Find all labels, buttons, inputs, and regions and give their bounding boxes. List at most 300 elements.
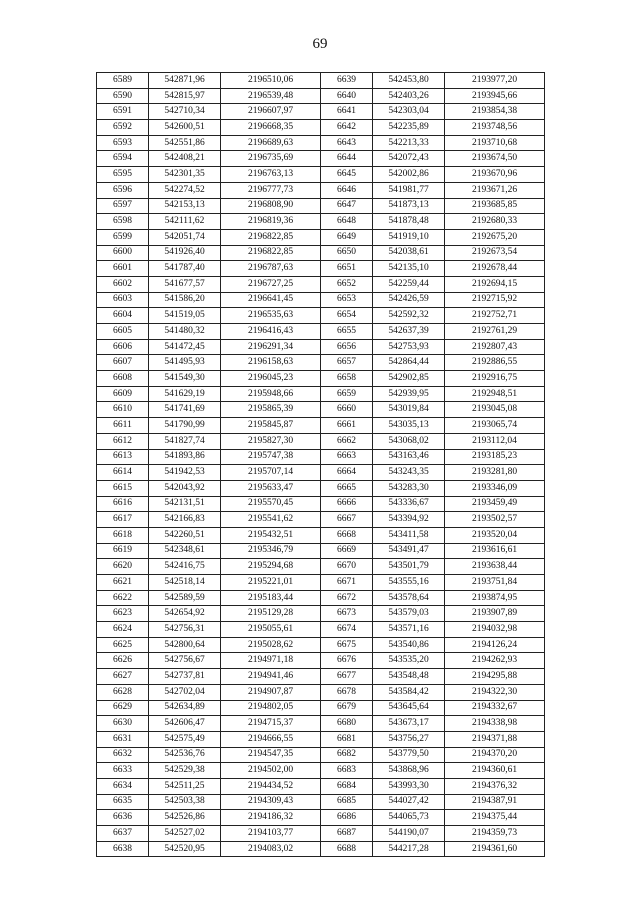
cell-x-left: 542589,59 xyxy=(149,590,221,606)
cell-y-left: 2196291,34 xyxy=(221,339,321,355)
cell-y-left: 2194434,52 xyxy=(221,778,321,794)
table-row xyxy=(97,324,545,340)
cell-y-left: 2194715,37 xyxy=(221,716,321,732)
cell-point-id-left: 6592 xyxy=(97,120,149,136)
cell-x-left: 542511,25 xyxy=(149,778,221,794)
cell-y-right: 2192694,15 xyxy=(445,276,545,292)
cell-point-id-right: 6647 xyxy=(321,198,373,214)
cell-point-id-left: 6609 xyxy=(97,386,149,402)
cell-point-id-left: 6605 xyxy=(97,324,149,340)
cell-y-right: 2193674,50 xyxy=(445,151,545,167)
cell-y-left: 2194309,43 xyxy=(221,794,321,810)
cell-point-id-left: 6628 xyxy=(97,684,149,700)
table-row xyxy=(97,261,545,277)
cell-y-right: 2193685,85 xyxy=(445,198,545,214)
cell-point-id-right: 6676 xyxy=(321,653,373,669)
cell-point-id-left: 6607 xyxy=(97,355,149,371)
table-row xyxy=(97,684,545,700)
cell-y-right: 2194371,88 xyxy=(445,731,545,747)
cell-point-id-right: 6644 xyxy=(321,151,373,167)
cell-x-right: 544190,07 xyxy=(373,826,445,842)
cell-y-right: 2194322,30 xyxy=(445,684,545,700)
cell-point-id-right: 6656 xyxy=(321,339,373,355)
cell-point-id-left: 6602 xyxy=(97,276,149,292)
cell-point-id-left: 6606 xyxy=(97,339,149,355)
cell-point-id-right: 6654 xyxy=(321,308,373,324)
cell-point-id-left: 6635 xyxy=(97,794,149,810)
cell-x-right: 541873,13 xyxy=(373,198,445,214)
cell-y-left: 2195845,87 xyxy=(221,418,321,434)
cell-y-left: 2195028,62 xyxy=(221,637,321,653)
cell-y-right: 2193907,89 xyxy=(445,606,545,622)
table-row xyxy=(97,653,545,669)
cell-x-left: 541942,53 xyxy=(149,465,221,481)
cell-x-right: 542135,10 xyxy=(373,261,445,277)
table-row xyxy=(97,355,545,371)
cell-y-right: 2193977,20 xyxy=(445,73,545,89)
cell-y-left: 2196641,45 xyxy=(221,292,321,308)
cell-x-left: 541495,93 xyxy=(149,355,221,371)
cell-y-left: 2196510,06 xyxy=(221,73,321,89)
cell-x-right: 543584,42 xyxy=(373,684,445,700)
cell-y-right: 2193459,49 xyxy=(445,496,545,512)
cell-y-right: 2192715,92 xyxy=(445,292,545,308)
table-row xyxy=(97,590,545,606)
cell-y-right: 2193065,74 xyxy=(445,418,545,434)
cell-x-left: 542710,34 xyxy=(149,104,221,120)
cell-point-id-left: 6632 xyxy=(97,747,149,763)
cell-point-id-left: 6598 xyxy=(97,214,149,230)
cell-point-id-left: 6623 xyxy=(97,606,149,622)
cell-x-left: 542274,52 xyxy=(149,182,221,198)
cell-y-left: 2196158,63 xyxy=(221,355,321,371)
cell-y-right: 2194295,88 xyxy=(445,669,545,685)
cell-y-left: 2195294,68 xyxy=(221,559,321,575)
cell-y-right: 2194126,24 xyxy=(445,637,545,653)
table-row xyxy=(97,308,545,324)
cell-x-left: 542529,38 xyxy=(149,763,221,779)
cell-y-right: 2192807,43 xyxy=(445,339,545,355)
cell-point-id-right: 6682 xyxy=(321,747,373,763)
cell-y-right: 2193945,66 xyxy=(445,88,545,104)
cell-point-id-left: 6608 xyxy=(97,371,149,387)
cell-point-id-right: 6664 xyxy=(321,465,373,481)
cell-x-right: 543491,47 xyxy=(373,543,445,559)
cell-point-id-right: 6679 xyxy=(321,700,373,716)
cell-x-right: 543501,79 xyxy=(373,559,445,575)
cell-point-id-left: 6625 xyxy=(97,637,149,653)
cell-x-right: 541878,48 xyxy=(373,214,445,230)
cell-y-right: 2194032,98 xyxy=(445,622,545,638)
cell-point-id-left: 6593 xyxy=(97,135,149,151)
cell-y-left: 2195346,79 xyxy=(221,543,321,559)
cell-x-left: 542600,51 xyxy=(149,120,221,136)
cell-point-id-left: 6613 xyxy=(97,449,149,465)
cell-x-left: 542737,81 xyxy=(149,669,221,685)
cell-point-id-left: 6634 xyxy=(97,778,149,794)
cell-point-id-left: 6630 xyxy=(97,716,149,732)
cell-y-right: 2193520,04 xyxy=(445,527,545,543)
cell-point-id-right: 6688 xyxy=(321,841,373,857)
cell-point-id-right: 6639 xyxy=(321,73,373,89)
cell-x-right: 542235,89 xyxy=(373,120,445,136)
table-row xyxy=(97,763,545,779)
cell-x-right: 543411,58 xyxy=(373,527,445,543)
cell-y-left: 2195570,45 xyxy=(221,496,321,512)
cell-y-right: 2193874,95 xyxy=(445,590,545,606)
cell-point-id-left: 6596 xyxy=(97,182,149,198)
cell-x-left: 541519,05 xyxy=(149,308,221,324)
cell-point-id-left: 6629 xyxy=(97,700,149,716)
cell-x-right: 542592,32 xyxy=(373,308,445,324)
cell-point-id-left: 6604 xyxy=(97,308,149,324)
cell-point-id-left: 6633 xyxy=(97,763,149,779)
cell-x-right: 543035,13 xyxy=(373,418,445,434)
cell-point-id-right: 6663 xyxy=(321,449,373,465)
cell-y-right: 2193112,04 xyxy=(445,433,545,449)
coordinates-table xyxy=(96,72,545,857)
cell-x-right: 544027,42 xyxy=(373,794,445,810)
table-row xyxy=(97,543,545,559)
cell-x-right: 543579,03 xyxy=(373,606,445,622)
cell-y-right: 2192761,29 xyxy=(445,324,545,340)
cell-x-right: 543571,16 xyxy=(373,622,445,638)
cell-x-left: 542043,92 xyxy=(149,480,221,496)
cell-x-right: 542453,80 xyxy=(373,73,445,89)
cell-x-left: 542654,92 xyxy=(149,606,221,622)
cell-y-left: 2196777,73 xyxy=(221,182,321,198)
cell-y-right: 2193638,44 xyxy=(445,559,545,575)
cell-point-id-left: 6615 xyxy=(97,480,149,496)
cell-y-right: 2194375,44 xyxy=(445,810,545,826)
cell-point-id-right: 6648 xyxy=(321,214,373,230)
cell-point-id-left: 6631 xyxy=(97,731,149,747)
cell-x-left: 542051,74 xyxy=(149,229,221,245)
table-row xyxy=(97,731,545,747)
cell-x-right: 543756,27 xyxy=(373,731,445,747)
cell-y-left: 2195747,38 xyxy=(221,449,321,465)
cell-y-right: 2194360,61 xyxy=(445,763,545,779)
table-row xyxy=(97,826,545,842)
cell-x-left: 541741,69 xyxy=(149,402,221,418)
cell-y-left: 2196763,13 xyxy=(221,167,321,183)
cell-x-left: 542756,31 xyxy=(149,622,221,638)
cell-point-id-right: 6669 xyxy=(321,543,373,559)
table-row xyxy=(97,559,545,575)
cell-point-id-right: 6667 xyxy=(321,512,373,528)
cell-point-id-right: 6650 xyxy=(321,245,373,261)
cell-x-right: 543673,17 xyxy=(373,716,445,732)
cell-point-id-right: 6657 xyxy=(321,355,373,371)
cell-point-id-right: 6640 xyxy=(321,88,373,104)
cell-point-id-right: 6670 xyxy=(321,559,373,575)
cell-x-right: 543243,35 xyxy=(373,465,445,481)
cell-point-id-right: 6665 xyxy=(321,480,373,496)
table-row xyxy=(97,418,545,434)
cell-y-right: 2193748,56 xyxy=(445,120,545,136)
cell-y-left: 2194547,35 xyxy=(221,747,321,763)
cell-point-id-left: 6594 xyxy=(97,151,149,167)
cell-point-id-left: 6619 xyxy=(97,543,149,559)
cell-x-right: 542939,95 xyxy=(373,386,445,402)
cell-x-left: 541629,19 xyxy=(149,386,221,402)
cell-x-left: 541586,20 xyxy=(149,292,221,308)
cell-y-left: 2194802,05 xyxy=(221,700,321,716)
cell-point-id-right: 6645 xyxy=(321,167,373,183)
cell-point-id-left: 6620 xyxy=(97,559,149,575)
cell-y-left: 2196822,85 xyxy=(221,245,321,261)
cell-y-left: 2195221,01 xyxy=(221,575,321,591)
cell-x-left: 542131,51 xyxy=(149,496,221,512)
cell-x-right: 542038,61 xyxy=(373,245,445,261)
table-row xyxy=(97,747,545,763)
cell-point-id-right: 6646 xyxy=(321,182,373,198)
cell-x-left: 542634,89 xyxy=(149,700,221,716)
cell-x-left: 541790,99 xyxy=(149,418,221,434)
table-row xyxy=(97,810,545,826)
cell-x-right: 543645,64 xyxy=(373,700,445,716)
table-row xyxy=(97,276,545,292)
cell-x-right: 542303,04 xyxy=(373,104,445,120)
table-row xyxy=(97,622,545,638)
cell-x-left: 542800,64 xyxy=(149,637,221,653)
cell-y-left: 2196689,63 xyxy=(221,135,321,151)
cell-y-right: 2193281,80 xyxy=(445,465,545,481)
table-row xyxy=(97,606,545,622)
cell-point-id-left: 6597 xyxy=(97,198,149,214)
cell-point-id-right: 6671 xyxy=(321,575,373,591)
cell-x-right: 542753,93 xyxy=(373,339,445,355)
cell-point-id-right: 6655 xyxy=(321,324,373,340)
cell-point-id-left: 6610 xyxy=(97,402,149,418)
cell-y-left: 2196535,63 xyxy=(221,308,321,324)
cell-x-right: 542072,43 xyxy=(373,151,445,167)
table-row xyxy=(97,135,545,151)
coordinates-table-body xyxy=(97,73,545,857)
cell-x-right: 544065,73 xyxy=(373,810,445,826)
cell-x-left: 542348,61 xyxy=(149,543,221,559)
cell-y-left: 2196668,35 xyxy=(221,120,321,136)
cell-x-right: 542002,86 xyxy=(373,167,445,183)
cell-x-left: 542575,49 xyxy=(149,731,221,747)
cell-x-left: 541480,32 xyxy=(149,324,221,340)
cell-x-left: 541677,57 xyxy=(149,276,221,292)
cell-point-id-left: 6595 xyxy=(97,167,149,183)
cell-point-id-left: 6589 xyxy=(97,73,149,89)
cell-x-left: 542551,86 xyxy=(149,135,221,151)
cell-x-right: 543068,02 xyxy=(373,433,445,449)
cell-x-left: 541472,45 xyxy=(149,339,221,355)
cell-point-id-right: 6652 xyxy=(321,276,373,292)
cell-y-right: 2193670,96 xyxy=(445,167,545,183)
cell-x-left: 542871,96 xyxy=(149,73,221,89)
cell-y-left: 2194186,32 xyxy=(221,810,321,826)
table-row xyxy=(97,120,545,136)
cell-y-left: 2195432,51 xyxy=(221,527,321,543)
cell-x-right: 543548,48 xyxy=(373,669,445,685)
cell-point-id-left: 6638 xyxy=(97,841,149,857)
cell-y-right: 2192752,71 xyxy=(445,308,545,324)
table-row xyxy=(97,465,545,481)
table-row xyxy=(97,151,545,167)
cell-point-id-left: 6590 xyxy=(97,88,149,104)
cell-point-id-left: 6636 xyxy=(97,810,149,826)
cell-point-id-right: 6678 xyxy=(321,684,373,700)
cell-point-id-left: 6591 xyxy=(97,104,149,120)
cell-y-right: 2192675,20 xyxy=(445,229,545,245)
cell-point-id-right: 6642 xyxy=(321,120,373,136)
cell-point-id-left: 6626 xyxy=(97,653,149,669)
cell-x-left: 541926,40 xyxy=(149,245,221,261)
cell-x-right: 541919,10 xyxy=(373,229,445,245)
table-row xyxy=(97,527,545,543)
table-row xyxy=(97,339,545,355)
cell-x-right: 541981,77 xyxy=(373,182,445,198)
cell-y-left: 2194083,02 xyxy=(221,841,321,857)
cell-y-left: 2195948,66 xyxy=(221,386,321,402)
cell-point-id-left: 6621 xyxy=(97,575,149,591)
cell-x-left: 542815,97 xyxy=(149,88,221,104)
table-row xyxy=(97,73,545,89)
cell-x-left: 542606,47 xyxy=(149,716,221,732)
cell-point-id-right: 6672 xyxy=(321,590,373,606)
cell-point-id-right: 6683 xyxy=(321,763,373,779)
cell-y-left: 2196607,97 xyxy=(221,104,321,120)
cell-y-right: 2192680,33 xyxy=(445,214,545,230)
cell-y-left: 2195707,14 xyxy=(221,465,321,481)
cell-point-id-right: 6684 xyxy=(321,778,373,794)
table-row xyxy=(97,637,545,653)
cell-point-id-right: 6686 xyxy=(321,810,373,826)
table-row xyxy=(97,88,545,104)
cell-y-left: 2194971,18 xyxy=(221,653,321,669)
table-row xyxy=(97,182,545,198)
cell-x-left: 542301,35 xyxy=(149,167,221,183)
cell-x-left: 542702,04 xyxy=(149,684,221,700)
cell-y-right: 2193185,23 xyxy=(445,449,545,465)
cell-x-right: 543540,86 xyxy=(373,637,445,653)
cell-point-id-right: 6643 xyxy=(321,135,373,151)
cell-x-right: 543578,64 xyxy=(373,590,445,606)
table-row xyxy=(97,402,545,418)
cell-point-id-right: 6677 xyxy=(321,669,373,685)
cell-x-left: 542416,75 xyxy=(149,559,221,575)
cell-y-left: 2194907,87 xyxy=(221,684,321,700)
table-row xyxy=(97,794,545,810)
cell-point-id-right: 6668 xyxy=(321,527,373,543)
table-row xyxy=(97,512,545,528)
table-row xyxy=(97,104,545,120)
table-row xyxy=(97,778,545,794)
cell-x-right: 543535,20 xyxy=(373,653,445,669)
cell-y-right: 2192948,51 xyxy=(445,386,545,402)
table-row xyxy=(97,245,545,261)
table-row xyxy=(97,669,545,685)
cell-y-left: 2195541,62 xyxy=(221,512,321,528)
table-row xyxy=(97,433,545,449)
cell-point-id-right: 6662 xyxy=(321,433,373,449)
cell-point-id-right: 6659 xyxy=(321,386,373,402)
cell-x-left: 542520,95 xyxy=(149,841,221,857)
cell-x-right: 542213,33 xyxy=(373,135,445,151)
cell-y-right: 2193751,84 xyxy=(445,575,545,591)
cell-x-left: 542536,76 xyxy=(149,747,221,763)
cell-x-right: 542403,26 xyxy=(373,88,445,104)
cell-y-left: 2196819,36 xyxy=(221,214,321,230)
cell-y-right: 2194338,98 xyxy=(445,716,545,732)
cell-point-id-right: 6661 xyxy=(321,418,373,434)
table-row xyxy=(97,841,545,857)
cell-y-left: 2195129,28 xyxy=(221,606,321,622)
cell-x-right: 542902,85 xyxy=(373,371,445,387)
cell-point-id-right: 6680 xyxy=(321,716,373,732)
cell-point-id-left: 6611 xyxy=(97,418,149,434)
cell-x-left: 542756,67 xyxy=(149,653,221,669)
cell-y-right: 2192886,55 xyxy=(445,355,545,371)
table-row xyxy=(97,214,545,230)
cell-point-id-right: 6666 xyxy=(321,496,373,512)
cell-y-right: 2194359,73 xyxy=(445,826,545,842)
cell-x-left: 541787,40 xyxy=(149,261,221,277)
cell-y-right: 2192673,54 xyxy=(445,245,545,261)
cell-x-left: 542518,14 xyxy=(149,575,221,591)
cell-point-id-left: 6618 xyxy=(97,527,149,543)
cell-point-id-left: 6601 xyxy=(97,261,149,277)
cell-point-id-right: 6687 xyxy=(321,826,373,842)
cell-y-left: 2194502,00 xyxy=(221,763,321,779)
cell-x-left: 541893,86 xyxy=(149,449,221,465)
cell-y-left: 2195055,61 xyxy=(221,622,321,638)
cell-y-left: 2194666,55 xyxy=(221,731,321,747)
table-row xyxy=(97,449,545,465)
cell-point-id-left: 6600 xyxy=(97,245,149,261)
cell-x-left: 542408,21 xyxy=(149,151,221,167)
cell-y-left: 2196045,23 xyxy=(221,371,321,387)
cell-point-id-right: 6641 xyxy=(321,104,373,120)
cell-y-left: 2196727,25 xyxy=(221,276,321,292)
cell-y-left: 2196822,85 xyxy=(221,229,321,245)
cell-y-right: 2193616,61 xyxy=(445,543,545,559)
cell-x-right: 543283,30 xyxy=(373,480,445,496)
cell-y-right: 2194361,60 xyxy=(445,841,545,857)
cell-x-left: 542527,02 xyxy=(149,826,221,842)
table-row xyxy=(97,292,545,308)
table-row xyxy=(97,229,545,245)
cell-point-id-right: 6685 xyxy=(321,794,373,810)
cell-y-left: 2196539,48 xyxy=(221,88,321,104)
table-row xyxy=(97,496,545,512)
cell-point-id-left: 6612 xyxy=(97,433,149,449)
cell-x-right: 543394,92 xyxy=(373,512,445,528)
cell-y-right: 2194332,67 xyxy=(445,700,545,716)
cell-x-right: 543868,96 xyxy=(373,763,445,779)
cell-x-left: 542111,62 xyxy=(149,214,221,230)
cell-y-right: 2194370,20 xyxy=(445,747,545,763)
cell-point-id-right: 6681 xyxy=(321,731,373,747)
cell-x-right: 543993,30 xyxy=(373,778,445,794)
cell-y-left: 2195865,39 xyxy=(221,402,321,418)
cell-y-left: 2195633,47 xyxy=(221,480,321,496)
table-row xyxy=(97,716,545,732)
table-row xyxy=(97,198,545,214)
cell-y-left: 2195827,30 xyxy=(221,433,321,449)
cell-y-right: 2194376,32 xyxy=(445,778,545,794)
cell-point-id-left: 6599 xyxy=(97,229,149,245)
cell-x-left: 542153,13 xyxy=(149,198,221,214)
cell-x-right: 543019,84 xyxy=(373,402,445,418)
cell-x-right: 542426,59 xyxy=(373,292,445,308)
cell-x-right: 542864,44 xyxy=(373,355,445,371)
